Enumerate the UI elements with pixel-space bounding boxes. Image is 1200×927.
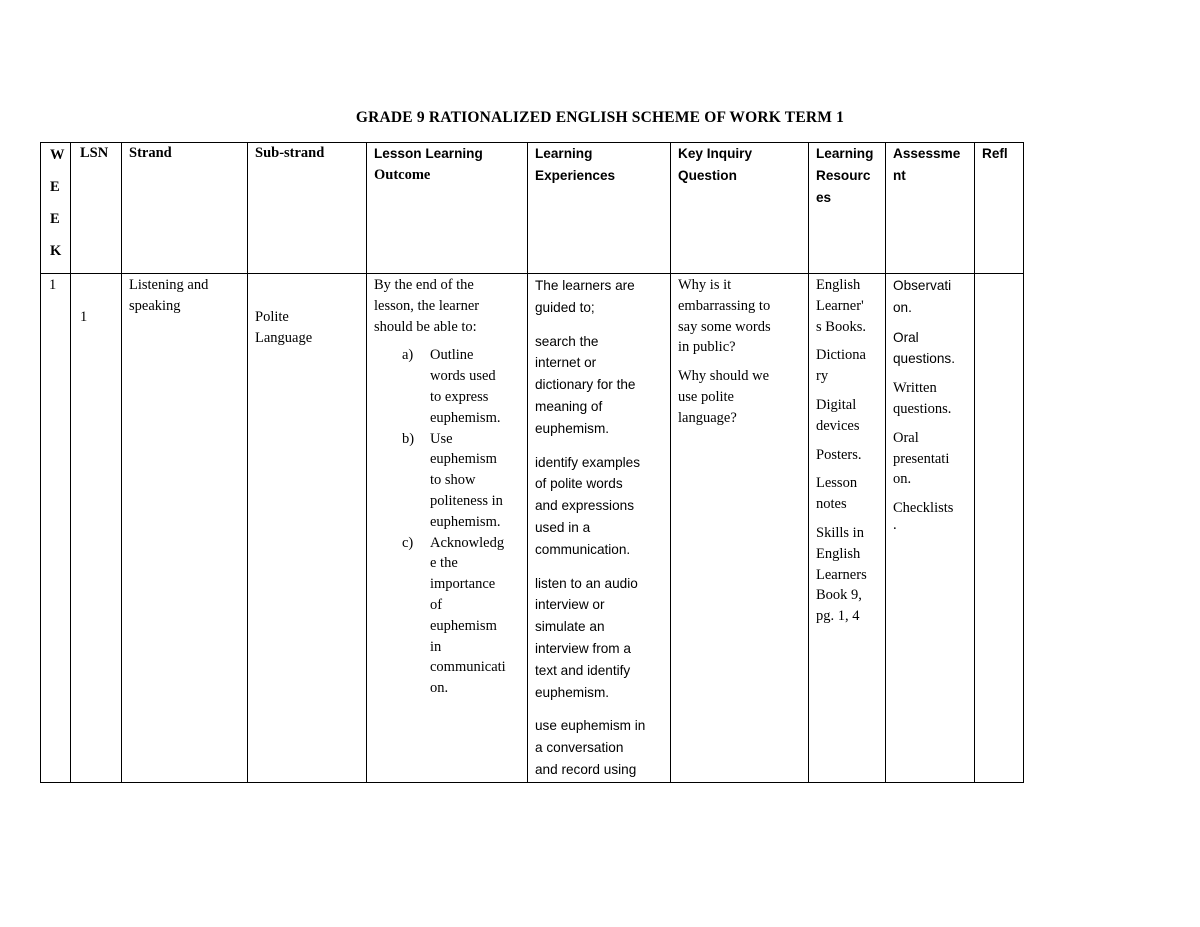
assessment-line: on.	[893, 299, 912, 315]
resource-line: English	[816, 545, 861, 562]
assessment-line: .	[893, 516, 897, 533]
header-learning-resources	[809, 143, 886, 274]
outcome-line: in	[430, 638, 442, 655]
experience-line: listen to an audio	[535, 575, 638, 591]
assessment-item	[893, 327, 967, 371]
cell-strand	[122, 274, 248, 783]
experience-line: euphemism.	[535, 684, 610, 700]
outcome-line: euphemism.	[430, 409, 501, 426]
outcome-intro-line: should be able to:	[374, 318, 477, 335]
experience-paragraph	[535, 452, 663, 561]
experience-line: use euphemism in	[535, 718, 646, 734]
document-title: GRADE 9 RATIONALIZED ENGLISH SCHEME OF WORK TERM 1	[355, 109, 845, 126]
header-week-letter: E	[50, 179, 60, 195]
outcome-line: to show	[430, 472, 476, 489]
sub-strand-line: Polite	[255, 309, 289, 325]
experience-line: dictionary for the	[535, 377, 636, 393]
experience-line: meaning of	[535, 398, 603, 414]
outcome-line: euphemism	[430, 617, 497, 634]
header-reflection	[975, 143, 1024, 274]
header-lesson-learning-outcome	[367, 143, 528, 274]
question-line: language?	[678, 409, 737, 426]
assessment-item	[893, 428, 967, 490]
cell-reflection	[975, 274, 1024, 783]
experience-line: and record using	[535, 761, 637, 777]
resource-item	[816, 395, 878, 437]
resource-item	[816, 473, 878, 515]
resource-line: Learners	[816, 566, 867, 583]
assessment-line: Oral	[893, 429, 919, 446]
header-week-letter: W	[50, 147, 65, 163]
outcome-line: politeness in	[430, 492, 503, 509]
question-line: say some words	[678, 318, 771, 335]
header-learning-experiences	[528, 143, 671, 274]
question-line: Why should we	[678, 368, 770, 385]
outcome-marker: b)	[402, 430, 415, 447]
header-key-inquiry-question	[671, 143, 809, 274]
outcome-line: Outline	[430, 347, 474, 364]
scheme-of-work-table	[40, 142, 1024, 783]
cell-lesson-learning-outcome	[367, 274, 528, 783]
assessment-line: questions.	[893, 400, 952, 417]
header-assessment-line: Assessme	[893, 146, 961, 161]
question-line: Why is it	[678, 277, 732, 293]
outcome-line: importance	[430, 576, 496, 593]
outcome-intro-line: lesson, the learner	[374, 297, 480, 314]
outcome-item	[374, 345, 520, 428]
week-number: 1	[49, 277, 57, 293]
question-line: use polite	[678, 388, 734, 405]
experience-line: guided to;	[535, 299, 595, 315]
outcome-list	[374, 345, 520, 699]
outcome-line: communicati	[430, 659, 506, 676]
experience-line: communication.	[535, 541, 631, 557]
cell-learning-experiences	[528, 274, 671, 783]
resource-item	[816, 445, 878, 466]
resource-item	[816, 345, 878, 387]
inquiry-question	[678, 275, 801, 358]
outcome-marker: a)	[402, 347, 414, 364]
outcome-line: Acknowledg	[430, 534, 505, 551]
experience-line: used in a	[535, 519, 591, 535]
experience-line: interview or	[535, 597, 605, 613]
experience-line: euphemism.	[535, 420, 610, 436]
header-strand-label: Strand	[129, 145, 172, 161]
resource-line: ry	[816, 368, 829, 385]
header-outcome-line: Outcome	[374, 166, 431, 183]
table-row	[41, 274, 1024, 783]
question-line: in public?	[678, 339, 736, 356]
outcome-marker: c)	[402, 534, 414, 551]
experience-line: search the	[535, 333, 599, 349]
header-assessment-line: nt	[893, 167, 906, 183]
resource-line: s Books.	[816, 318, 866, 335]
outcome-line: e the	[430, 555, 458, 572]
outcome-item	[374, 429, 520, 533]
header-week-letter: K	[50, 243, 62, 259]
resource-item	[816, 523, 878, 627]
header-question-line: Key Inquiry	[678, 146, 753, 161]
outcome-line: euphemism.	[430, 513, 501, 530]
cell-sub-strand	[248, 274, 367, 783]
experience-line: a conversation	[535, 740, 624, 756]
resource-line: Skills in	[816, 524, 864, 541]
cell-assessment	[886, 274, 975, 783]
cell-lsn	[71, 274, 122, 783]
experience-paragraph	[535, 331, 663, 440]
inquiry-question	[678, 366, 801, 428]
lesson-number: 1	[80, 309, 88, 325]
strand-line: speaking	[129, 297, 181, 314]
outcome-item	[374, 533, 520, 699]
header-question-line: Question	[678, 167, 737, 183]
assessment-line: Checklists	[893, 500, 954, 517]
outcome-line: Use	[430, 430, 453, 447]
experience-paragraph	[535, 573, 663, 704]
header-lsn-label: LSN	[80, 145, 109, 161]
assessment-item	[893, 378, 967, 420]
resource-line: notes	[816, 496, 847, 513]
header-week	[41, 143, 71, 274]
header-resources-line: Learning	[816, 146, 874, 161]
resource-line: Posters.	[816, 446, 862, 463]
assessment-line: Written	[893, 380, 937, 397]
outcome-line: euphemism	[430, 451, 497, 468]
experience-line: identify examples	[535, 454, 641, 470]
table-header-row	[41, 143, 1024, 274]
header-week-letter: E	[50, 211, 60, 227]
assessment-line: presentati	[893, 450, 950, 467]
experience-line: simulate an	[535, 619, 605, 635]
resource-line: Digital	[816, 396, 857, 413]
experience-paragraph	[535, 715, 663, 780]
assessment-line: questions.	[893, 351, 955, 367]
resource-line: Lesson	[816, 475, 858, 492]
header-reflection-label: Refl	[982, 146, 1008, 161]
header-assessment	[886, 143, 975, 274]
experience-paragraph	[535, 275, 663, 319]
cell-week	[41, 274, 71, 783]
sub-strand-line: Language	[255, 329, 313, 346]
assessment-line: Oral	[893, 329, 919, 345]
question-line: embarrassing to	[678, 297, 771, 314]
outcome-line: on.	[430, 680, 449, 697]
outcome-line: to express	[430, 388, 489, 405]
experience-line: text and identify	[535, 662, 631, 678]
header-sub-strand-label: Sub-strand	[255, 145, 325, 161]
resource-line: English	[816, 277, 861, 293]
header-resources-line: es	[816, 189, 832, 205]
cell-learning-resources	[809, 274, 886, 783]
header-sub-strand	[248, 143, 367, 274]
assessment-line: on.	[893, 471, 912, 488]
experience-line: and expressions	[535, 498, 634, 514]
cell-key-inquiry-question	[671, 274, 809, 783]
assessment-line: Observati	[893, 278, 952, 293]
header-strand	[122, 143, 248, 274]
assessment-item	[893, 498, 967, 531]
experience-line: internet or	[535, 355, 597, 371]
experience-line: The learners are	[535, 278, 635, 293]
header-outcome-line: Lesson Learning	[374, 146, 483, 161]
header-lsn	[71, 143, 122, 274]
assessment-item	[893, 275, 967, 319]
resource-line: Book 9,	[816, 587, 862, 604]
resource-line: devices	[816, 417, 860, 434]
outcome-line: of	[430, 596, 443, 613]
resource-line: Dictiona	[816, 347, 866, 364]
resource-line: pg. 1, 4	[816, 608, 860, 625]
strand-line: Listening and	[129, 277, 209, 293]
resource-line: Learner'	[816, 297, 864, 314]
header-experiences-line: Experiences	[535, 167, 616, 183]
resource-item	[816, 275, 878, 337]
header-resources-line: Resourc	[816, 167, 871, 183]
experience-line: interview from a	[535, 640, 631, 656]
header-experiences-line: Learning	[535, 146, 593, 161]
experience-line: of polite words	[535, 476, 623, 492]
outcome-line: words used	[430, 368, 496, 385]
outcome-intro-line: By the end of the	[374, 277, 474, 293]
